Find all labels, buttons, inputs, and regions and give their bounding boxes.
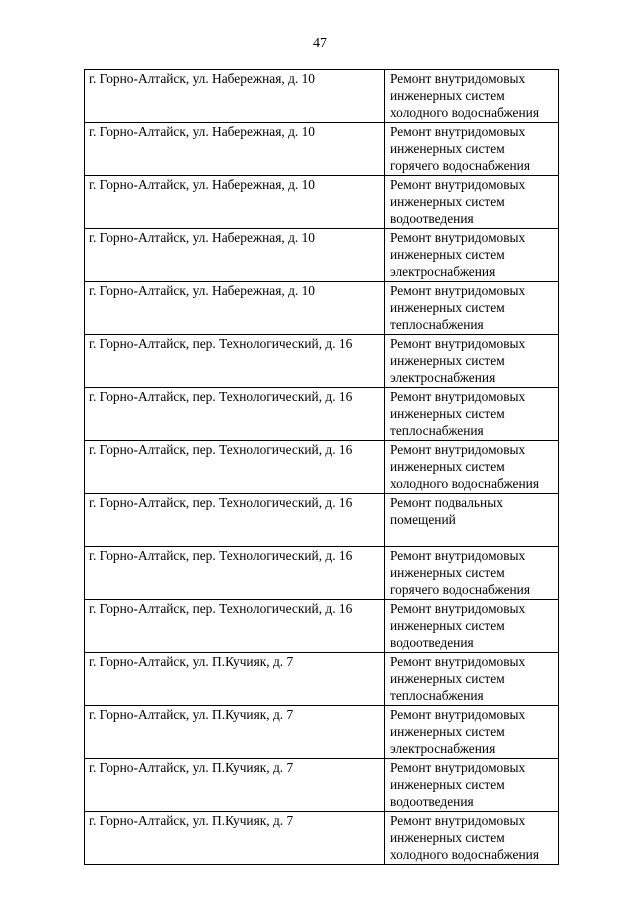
- work-type-cell: Ремонт внутридомовых инженерных систем холодного водоснабжения: [385, 812, 559, 865]
- work-type-cell: Ремонт внутридомовых инженерных систем электроснабжения: [385, 335, 559, 388]
- table-row: [85, 494, 559, 547]
- table-row: [85, 706, 559, 759]
- table-row: [85, 335, 559, 388]
- table-row: [85, 388, 559, 441]
- works-table-body: [85, 70, 559, 865]
- address-cell: г. Горно-Алтайск, пер. Технологический, д. 16: [85, 547, 385, 600]
- table-row: [85, 812, 559, 865]
- work-type-cell: Ремонт внутридомовых инженерных систем теплоснабжения: [385, 653, 559, 706]
- work-type-cell: Ремонт внутридомовых инженерных систем горячего водоснабжения: [385, 547, 559, 600]
- work-type-cell: Ремонт внутридомовых инженерных систем холодного водоснабжения: [385, 441, 559, 494]
- address-cell: г. Горно-Алтайск, ул. Набережная, д. 10: [85, 176, 385, 229]
- address-cell: г. Горно-Алтайск, ул. П.Кучияк, д. 7: [85, 653, 385, 706]
- table-row: [85, 653, 559, 706]
- work-type-cell: Ремонт внутридомовых инженерных систем водоотведения: [385, 176, 559, 229]
- address-cell: г. Горно-Алтайск, пер. Технологический, д. 16: [85, 388, 385, 441]
- address-cell: г. Горно-Алтайск, ул. Набережная, д. 10: [85, 229, 385, 282]
- work-type-cell: Ремонт внутридомовых инженерных систем теплоснабжения: [385, 282, 559, 335]
- address-cell: г. Горно-Алтайск, ул. Набережная, д. 10: [85, 70, 385, 123]
- work-type-cell: Ремонт внутридомовых инженерных систем холодного водоснабжения: [385, 70, 559, 123]
- works-table: [84, 69, 559, 865]
- address-cell: г. Горно-Алтайск, ул. П.Кучияк, д. 7: [85, 706, 385, 759]
- work-type-cell: Ремонт внутридомовых инженерных систем теплоснабжения: [385, 388, 559, 441]
- table-row: [85, 229, 559, 282]
- table-row: [85, 441, 559, 494]
- work-type-cell: Ремонт внутридомовых инженерных систем горячего водоснабжения: [385, 123, 559, 176]
- address-cell: г. Горно-Алтайск, ул. П.Кучияк, д. 7: [85, 812, 385, 865]
- work-type-cell: Ремонт внутридомовых инженерных систем водоотведения: [385, 600, 559, 653]
- table-row: [85, 70, 559, 123]
- address-cell: г. Горно-Алтайск, пер. Технологический, д. 16: [85, 335, 385, 388]
- work-type-cell: Ремонт внутридомовых инженерных систем электроснабжения: [385, 229, 559, 282]
- table-row: [85, 176, 559, 229]
- address-cell: г. Горно-Алтайск, ул. Набережная, д. 10: [85, 123, 385, 176]
- address-cell: г. Горно-Алтайск, пер. Технологический, д. 16: [85, 441, 385, 494]
- table-row: [85, 600, 559, 653]
- table-row: [85, 547, 559, 600]
- address-cell: г. Горно-Алтайск, пер. Технологический, д. 16: [85, 600, 385, 653]
- address-cell: г. Горно-Алтайск, ул. П.Кучияк, д. 7: [85, 759, 385, 812]
- table-row: [85, 282, 559, 335]
- address-cell: г. Горно-Алтайск, пер. Технологический, д. 16: [85, 494, 385, 547]
- work-type-cell: Ремонт внутридомовых инженерных систем электроснабжения: [385, 706, 559, 759]
- work-type-cell: Ремонт внутридомовых инженерных систем водоотведения: [385, 759, 559, 812]
- table-row: [85, 123, 559, 176]
- page-number: 47: [313, 36, 327, 51]
- table-row: [85, 759, 559, 812]
- work-type-cell: Ремонт подвальных помещений: [385, 494, 559, 547]
- address-cell: г. Горно-Алтайск, ул. Набережная, д. 10: [85, 282, 385, 335]
